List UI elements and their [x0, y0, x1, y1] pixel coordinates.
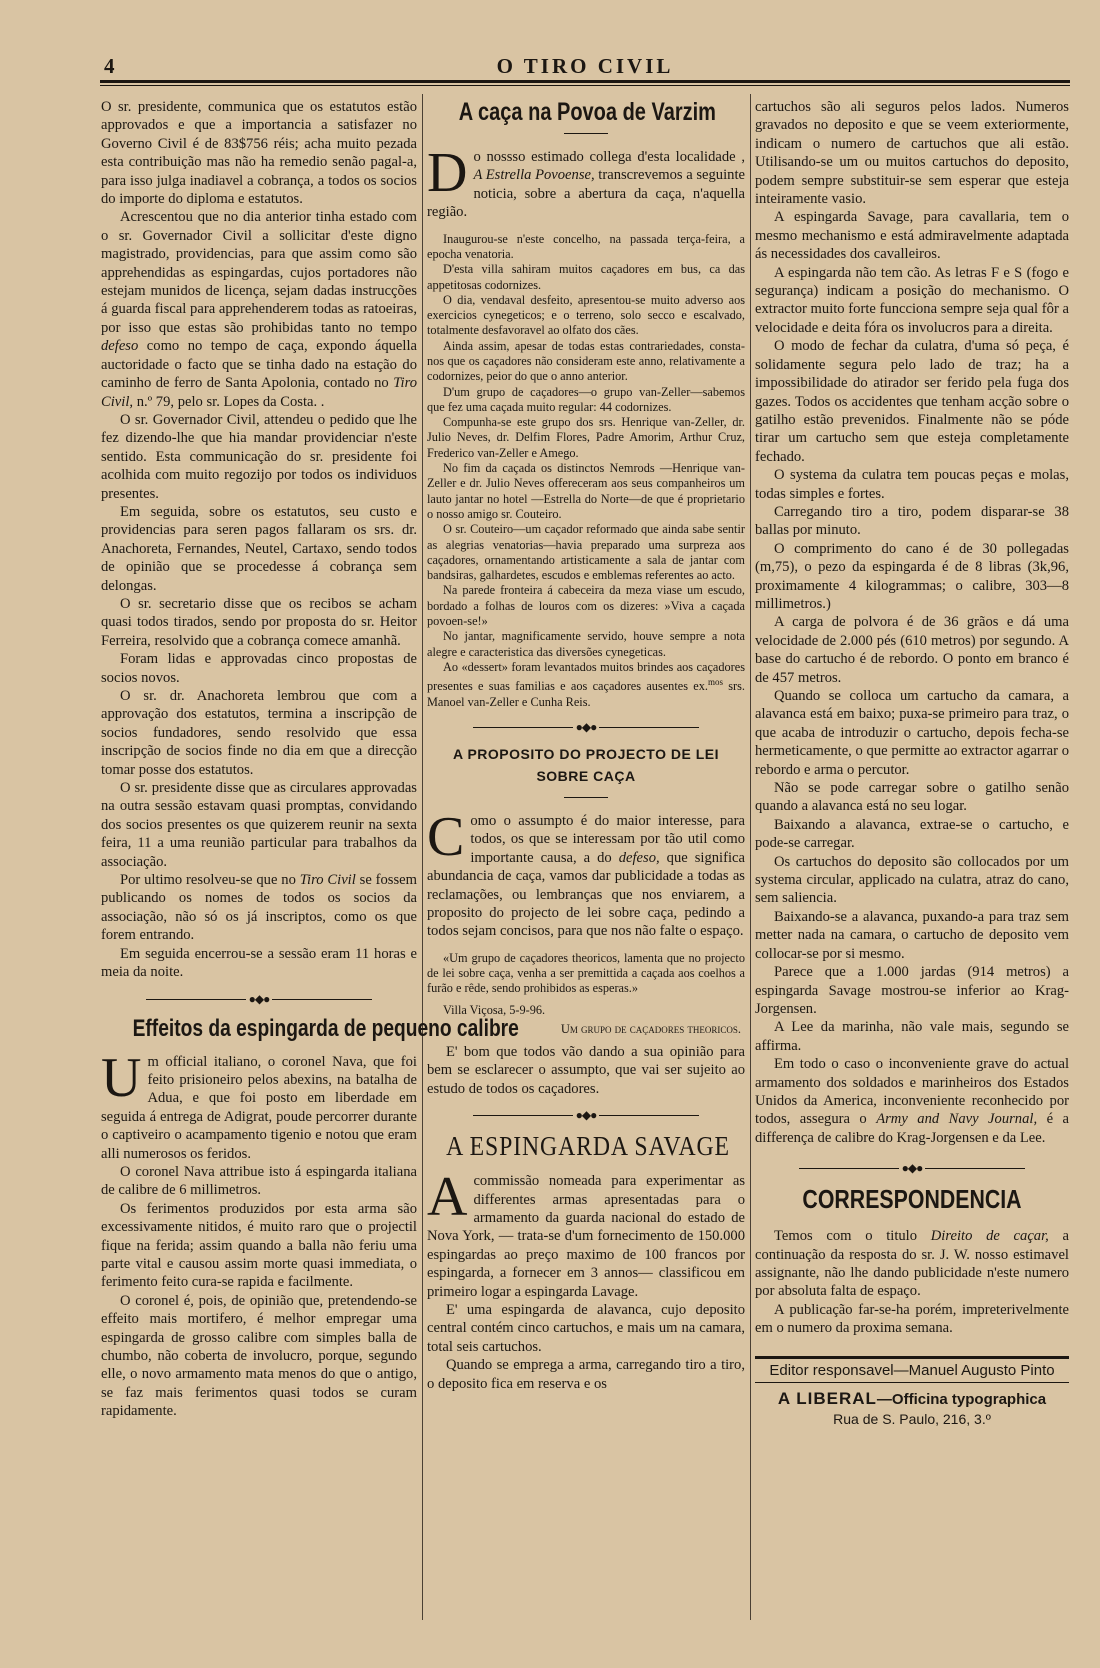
paragraph: Parece que a 1.000 jardas (914 metros) a espingarda Savage mostrou-se inferior ao Krag-Jorgensen.	[755, 964, 1069, 1017]
paragraph: Acommissão nomeada para experimentar as differentes armas apresentadas para o armamento da guarda nacional do estado de Nova York, — trata-se d'um fornecimento de 150.000 espingardas ao preço maximo de 100 francos por espingarda, a fornecer em 3 annos— classificou em primeiro logar a espingarda Lavage.	[427, 1166, 745, 1300]
paragraph: A espingarda não tem cão. As letras F e S (fogo e segurança) indicam a posição do mechanismo. O extractor muito forte funcciona sempre seja qual fôr a velocidade e deita fóra os involucros para a direita.	[755, 264, 1069, 336]
newspaper-title: O TIRO CIVIL	[496, 54, 674, 78]
paragraph: Do nossso estimado collega d'esta localidade , A Estrella Povoense, transcrevemos a seguinte noticia, sobre a abertura da caça, n'aquella região.	[427, 142, 745, 221]
paragraph: Em seguida, sobre os estatutos, seu custo e providencias para seren pagos fallaram os srs. dr. Anachoreta, Fernandes, Neutel, Cartaxo, sendo todos de opinião que se procedesse á cobrança sem delongas.	[101, 503, 417, 594]
paragraph: A Lee da marinha, não vale mais, segundo se affirma.	[755, 1019, 1069, 1054]
drop-cap: U	[101, 1046, 142, 1109]
paragraph: E' bom que todos vão dando a sua opinião para bem se esclarecer o assumpto, que vai ser sujeito ao estudo de todos os caçadores.	[427, 1043, 745, 1097]
paragraph: D'esta villa sahiram muitos caçadores em bus, ca das appetitosas codornizes.	[427, 262, 745, 292]
masthead-rule-thick	[100, 80, 1070, 83]
paragraph: Um official italiano, o coronel Nava, que foi feito prisioneiro pelos abexins, na batalha de Adua, e que foi posto em liberdade em seguida á entrega de Adigrat, poude percorrer durante o captiveiro o acampamento tigenio e notou que eram alli numerosos os feridos.	[101, 1046, 417, 1162]
reader-letter	[427, 951, 745, 1018]
paragraph: Não se pode carregar sobre o gatilho senão quando a alavanca está no seu logar.	[755, 780, 1069, 815]
paragraph: Os ferimentos produzidos por esta arma são excessivamente nitidos, é muito raro que o projectil fique na ferida; assim quando a balla não feriu uma parte vital e causou assim morte quasi immediata, o ferimento feito cura-se rapida e facilmente.	[101, 1200, 417, 1291]
paragraph: Os cartuchos do deposito são collocados por um systema circular, applicado na culatra, atraz do cano, sem saliencia.	[755, 853, 1069, 907]
paragraph: Na parede fronteira á cabeceira da meza viase um escudo, bordado a folhas de louros com os dizeres: »Viva a caçada povoen-se!»	[427, 583, 745, 629]
paragraph: O sr. Couteiro—um caçador reformado que ainda sabe sentir as alegrias venatorias—havia preparado uma surpreza aos caçadores, ornamentando artisticamente a sala de jantar com bandsiras, galhardetes, escudos e emblemas referentes ao acto.	[427, 522, 745, 583]
masthead	[100, 50, 1070, 90]
article-heading: A ESPINGARDA SAVAGE	[446, 1131, 730, 1162]
paragraph: Ao «dessert» foram levantados muitos brindes aos caçadores presentes e suas familias e aos caçadores ausentes ex.$^{mos}$ srs. Manoel van-Zeller e Cunha Reis.	[427, 659, 746, 709]
paragraph: Ainda assim, apesar de todas estas contrariedades, consta-nos que os caçadores não consideram este anno, relativamente a codornizes, peior do que o anno anterior.	[427, 338, 745, 384]
press-address: Rua de S. Paulo, 216, 3.º	[833, 1410, 991, 1427]
masthead-rule-thin	[100, 85, 1070, 86]
paragraph: A espingarda Savage, para cavallaria, tem o mesmo mechanismo e está admiravelmente adaptada ás necessidades dos cavalleiros.	[755, 209, 1069, 263]
press-line: A LIBERAL—Officina typographica	[777, 1388, 1047, 1408]
article-heading: Effeitos da espingarda de pequeno calibre	[132, 1014, 519, 1042]
ornament-divider: ●◆●	[755, 1161, 1069, 1176]
paragraph: O modo de fechar da culatra, d'uma só peça, é solidamente segura pelo lado de traz; ha a impossibilidade do atirador ser ferido pela fuga dos gazes. Todos os accidentes que tenham acção sobre o gatilho estão prevenidos. Finalmente não se póde tirar um cartucho sem que esteja completamente fechado.	[755, 338, 1069, 465]
paragraph: Baixando-se a alavanca, puxando-a para traz sem metter nada na camara, o cartucho de deposito vem collocar-se por si mesmo.	[755, 908, 1069, 962]
column-divider	[750, 94, 751, 1620]
paragraph: Quando se emprega a arma, carregando tiro a tiro, o deposito fica em reserva e os	[427, 1357, 745, 1392]
paragraph: O sr. secretario disse que os recibos se acham quasi todos tirados, sendo por proposta do sr. Heitor Ferreira, resolvido que a cobrança comece amanhã.	[101, 595, 417, 649]
paragraph: Quando se colloca um cartucho da camara, a alavanca está em baixo; puxa-se primeiro para traz, o que acaba de introduzir o cartucho, depois fecha-se hermeticamente, o que permitte ao extractor agarrar o rebordo e arma o percutor.	[755, 688, 1069, 778]
paragraph: Acrescentou que no dia anterior tinha estado com o sr. Governador Civil a sollicitar d'este digno magistrado, providencias, para que assim como são apprehendidas as espingardas, cujos portadores não estejam munidos de licença, sejam dadas instrucções á guarda fiscal para apprehenderem todas as ratoeiras, por isso que estas são prohibidas tanto no tempo defeso como no tempo de caça, expondo áquella auctoridade o facto que se tinha dado na estação do caminho de ferro de Santa Apolonia, contado no Tiro Civil, n.º 79, pelo sr. Lopes da Costa. .	[101, 209, 418, 410]
short-rule	[564, 797, 608, 798]
paragraph: Em seguida encerrou-se a sessão eram 11 horas e meia da noite.	[101, 945, 417, 981]
paragraph: Temos com o titulo Direito de caçar, a continuação da resposta do sr. J. W. nosso estimavel assignante, não lhe dando publicidade n'este numero por absoluta falta de espaço.	[755, 1228, 1070, 1300]
column-2	[427, 98, 745, 1393]
paragraph: O sr. presidente, communica que os estatutos estão approvados e que a importancia a satisfazer no Governo Civil é de 83$756 réis; acha muito pezada esta contribuição mas não ha remedio senão pagal-a, para isso julga inadiavel a cobrança, a todos os socios do importe do diploma e estatutos.	[101, 99, 417, 208]
quote: «Um grupo de caçadores theoricos, lamenta que no projecto de lei sobre caça, venha a ser premittida a caçada aos coelhos a furão e rêde, sendo prohibidos as esperas.»	[427, 950, 745, 996]
editor-line: Editor responsavel—Manuel Augusto Pinto	[755, 1356, 1069, 1383]
paragraph: D'um grupo de caçadores—o grupo van-Zeller—sabemos que fez uma caçada muito regular: 44 codornizes.	[427, 384, 745, 414]
section-heading: CORRESPONDENCIA	[802, 1184, 1022, 1215]
place-date: Villa Viçosa, 5-9-96.	[442, 1002, 546, 1017]
paragraph: O sr. presidente disse que as circulares approvadas na outra sessão estavam quasi promptas, convidando dos socios presentes os que quizerem reunir na sexta feira, 11 a uma reunião particular para trabalhos da associação.	[101, 780, 417, 870]
paragraph: A publicação far-se-ha porém, impreterivelmente em o numero da proxima semana.	[755, 1301, 1069, 1337]
paragraph: Compunha-se este grupo dos srs. Henrique van-Zeller, dr. Julio Neves, dr. Delfim Flores, Padre Amorim, Arthur Cruz, Frederico van-Zeller e Amego.	[427, 415, 745, 460]
paragraph: Por ultimo resolveu-se que no Tiro Civil se fossem publicando os nomes de todos os socios da associação, não só os já inscriptos, como os que forem entrando.	[101, 872, 417, 944]
drop-cap: A	[427, 1166, 468, 1229]
paragraph: O dia, vendaval desfeito, apresentou-se muito adverso aos exercicios cynegeticos; e o terreno, solo secco e escalvado, totalmente desfavoravel ao olfato dos cães.	[427, 292, 745, 338]
news-excerpt	[427, 232, 745, 710]
paragraph: A carga de polvora é de 36 grãos e dá uma velocidade de 2.000 pés (610 metros) por segundo. A base do cartucho é de rebordo. O ponto em branco é de 457 metros.	[755, 614, 1069, 686]
paragraph: O sr. Governador Civil, attendeu o pedido que lhe fez dizendo-lhe que hia mandar providenciar n'este sentido. Esta communicação do sr. presidente foi acolhida com muito regozijo por todos os individuos presentes.	[101, 411, 417, 502]
column-divider	[422, 94, 423, 1620]
paragraph: No fim da caçada os distinctos Nemrods —Henrique van-Zeller e dr. Julio Neves offereceram aos seus companheiros um lauto jantar no hotel —Estrella do Norte—de que é proprietario o nosso amigo sr. Couteiro.	[427, 461, 745, 521]
ornament-divider: ●◆●	[101, 992, 417, 1007]
page-number: 4	[104, 54, 115, 78]
paragraph: Inaugurou-se n'este concelho, na passada terça-feira, a epocha venatoria.	[427, 231, 745, 261]
ornament-divider: ●◆●	[427, 720, 745, 735]
short-rule	[564, 133, 608, 134]
drop-cap: D	[427, 142, 468, 204]
paragraph: O coronel é, pois, de opinião que, pretendendo-se effeito mais mortifero, é melhor empregar uma espingarda de grosso calibre com simples balla de chumbo, não coberta de involucro, porque, segundo elle, o novo armamento mata menos do que o antigo, se faz mais ferimentos quasi todos se curam rapidamente.	[101, 1292, 417, 1420]
paragraph: Foram lidas e approvadas cinco propostas de socios novos.	[101, 651, 417, 686]
article-heading: A caça na Povoa de Varzim	[458, 98, 716, 126]
paragraph: E' uma espingarda de alavanca, cujo deposito central contém cinco cartuchos, e mais um na camara, total seis cartuchos.	[427, 1302, 745, 1355]
paragraph: No jantar, magnificamente servido, houve sempre a nota alegre e caracteristica das diversões cynegeticas.	[427, 629, 745, 659]
paragraph: O systema da culatra tem poucas peças e molas, todas simples e fortes.	[755, 467, 1069, 502]
column-3	[755, 98, 1069, 1427]
paragraph: Em todo o caso o inconveniente grave do actual armamento dos soldados e marinheiros dos Estados Unidos da America, inconveniente reconhecido por todos, assegura o Army and Navy Journal, é a differença de calibre do Krag-Jorgensen e da Lee.	[755, 1056, 1069, 1146]
ornament-divider: ●◆●	[427, 1108, 745, 1123]
paragraph: cartuchos são ali seguros pelos lados. Numeros gravados no deposito e que se veem exteriormente, indicam o numero de cartuchos que ali estão. Utilisando-se um ou muitos cartuchos do deposito, podem sempre substituir-se sem esperar que esteja inteiramente vasio.	[755, 99, 1069, 208]
paragraph: O comprimento do cano é de 30 pollegadas (m,75), o pezo da espingarda é de 8 libras (3k,96, proximamente 4 kilogrammas; o calibre, 303—8 millimetros.)	[755, 540, 1069, 612]
paragraph: Carregando tiro a tiro, podem disparar-se 38 ballas por minuto.	[755, 503, 1069, 539]
article-heading: A PROPOSITO DO PROJECTO DE LEI SOBRE CAÇA	[452, 745, 719, 784]
drop-cap: C	[427, 805, 465, 868]
paragraph: O sr. dr. Anachoreta lembrou que com a approvação dos estatutos, termina a inscripção de socios fundadores, sendo resolvido que essa inscripção de socios finde no dia em que a direcção tomar posse dos estatutos.	[101, 688, 417, 778]
paragraph: O coronel Nava attribue isto á espingarda italiana de calibre de 6 millimetros.	[101, 1163, 417, 1199]
paragraph: Como o assumpto é do maior interesse, para todos, os que se interessam por tão util como importante causa, a do defeso, que significa abundancia de caça, vamos dar publicidade a todas as reclamações, ou lembranças que nos enviarem, a proposito do projecto de lei sobre caça, pedindo a todos sejam concisos, para que nos não falte o espaço.	[427, 805, 745, 940]
paragraph: Baixando a alavanca, extrae-se o cartucho, e pode-se carregar.	[755, 816, 1069, 852]
signature: Um grupo de caçadores theoricos.	[560, 1021, 741, 1036]
